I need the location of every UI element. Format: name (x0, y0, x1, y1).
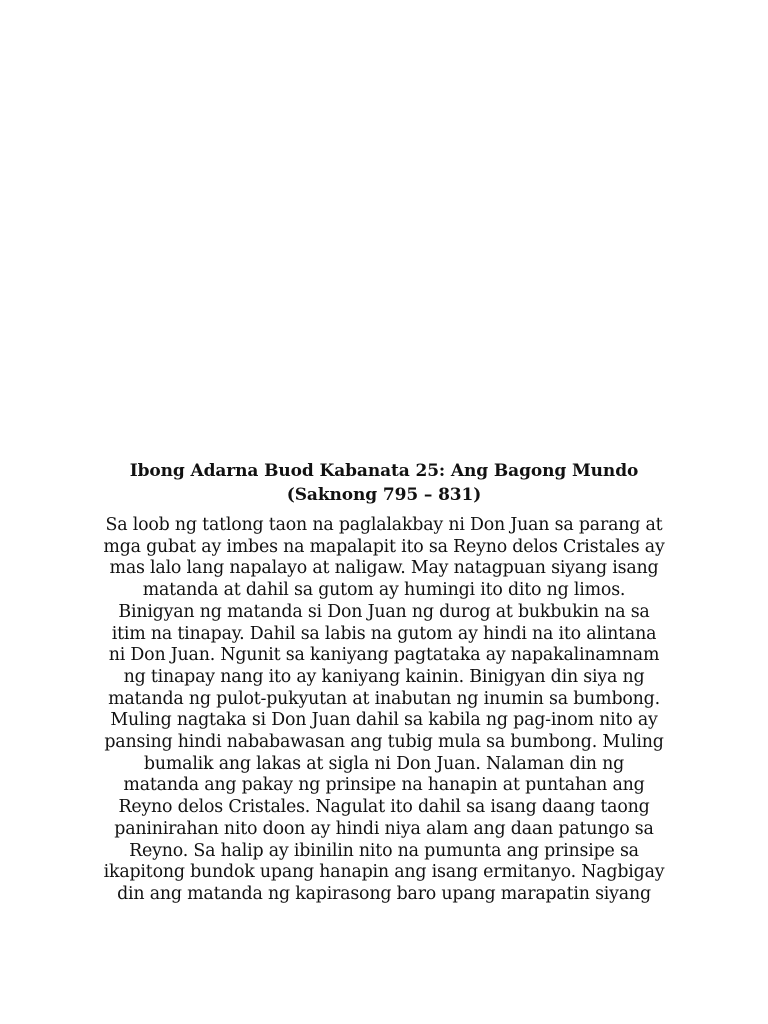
document-title (0, 459, 768, 507)
paragraph-line: itim na tinapay. Dahil sa labis na gutom ay hindi na ito alintana (111, 623, 657, 644)
body-paragraph (80, 515, 688, 906)
paragraph-line: matanda ng pulot-pukyutan at inabutan ng inumin sa bumbong. (108, 688, 660, 709)
paragraph-line: Reyno. Sa halip ay ibinilin nito na pumunta ang prinsipe sa (129, 840, 639, 861)
paragraph-line: Muling nagtaka si Don Juan dahil sa kabila ng pag-inom nito ay (110, 710, 658, 731)
paragraph-line: bumalik ang lakas at sigla ni Don Juan. Nalaman din ng (143, 753, 625, 774)
paragraph-line: matanda at dahil sa gutom ay humingi ito dito ng limos. (142, 580, 626, 601)
paragraph-line: Binigyan ng matanda si Don Juan ng durog at bukbukin na sa (118, 601, 650, 622)
paragraph-line: ng tinapay nang ito ay kaniyang kainin. Binigyan din siya ng (123, 666, 645, 687)
paragraph-line: Sa loob ng tatlong taon na paglalakbay ni Don Juan sa parang at (105, 515, 663, 535)
paragraph-line: matanda ang pakay ng prinsipe na hanapin at puntahan ang (123, 775, 645, 796)
title-line-1: Ibong Adarna Buod Kabanata 25: Ang Bagong Mundo (129, 461, 639, 481)
paragraph-line: pansing hindi nababawasan ang tubig mula sa bumbong. Muling (104, 732, 664, 753)
paragraph-line: ikapitong bundok upang hanapin ang isang ermitanyo. Nagbigay (103, 862, 665, 883)
paragraph-line: ni Don Juan. Ngunit sa kaniyang pagtataka ay napakalinamnam (108, 645, 660, 666)
paragraph-line: mas lalo lang napalayo at naligaw. May natagpuan siyang isang (109, 558, 659, 579)
paragraph-line: din ang matanda ng kapirasong baro upang marapatin siyang (117, 883, 651, 904)
paragraph-line: mga gubat ay imbes na mapalapit ito sa Reyno delos Cristales ay (103, 536, 665, 557)
title-line-2: (Saknong 795 – 831) (286, 485, 482, 505)
paragraph-line: Reyno delos Cristales. Nagulat ito dahil sa isang daang taong (118, 797, 650, 818)
paragraph-line: paninirahan nito doon ay hindi niya alam ang daan patungo sa (114, 818, 654, 839)
